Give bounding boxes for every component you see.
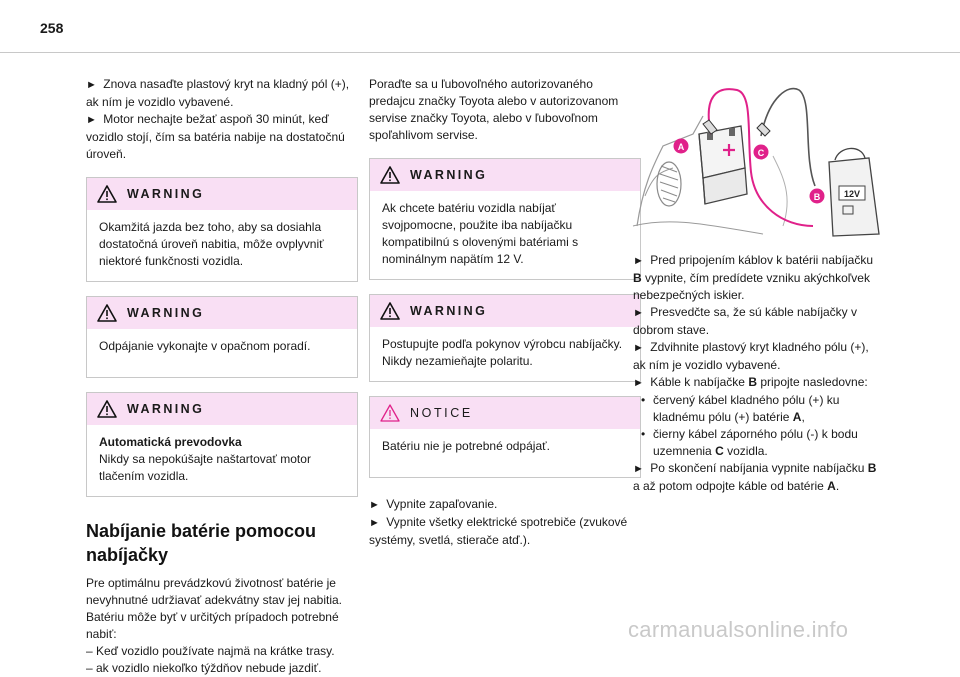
arrow-icon: ► xyxy=(633,463,644,475)
step-item: ► Presvedčte sa, že sú káble nabíjačky v dobrom stave. xyxy=(633,305,858,337)
step-item: ► Po skončení nabíjania vypnite nabíjačku B a až potom odpojte káble od batérie A. xyxy=(633,461,877,493)
notice-header xyxy=(370,397,640,429)
warning-box xyxy=(369,294,641,382)
warning-text: Postupujte podľa pokynov výrobcu nabíjačky. Nikdy nezamieňajte polaritu. xyxy=(382,337,623,368)
arrow-icon: ► xyxy=(369,499,380,511)
notice-text: Batériu nie je potrebné odpájať. xyxy=(382,439,550,453)
warning-header xyxy=(370,159,640,191)
arrow-icon: ► xyxy=(369,517,380,529)
list-item: – ak vozidlo niekoľko týždňov nebude jazdiť. xyxy=(86,661,322,675)
arrow-icon: ► xyxy=(633,377,644,389)
warning-box xyxy=(86,177,358,282)
warning-header xyxy=(87,297,357,329)
warning-triangle-icon xyxy=(97,400,117,418)
warning-box xyxy=(86,392,358,497)
warning-title: WARNING xyxy=(410,168,488,182)
arrow-icon: ► xyxy=(633,255,644,267)
label-c: C xyxy=(757,148,765,158)
page-number: 258 xyxy=(40,20,64,36)
column-2 xyxy=(369,76,641,549)
warning-triangle-icon xyxy=(380,302,400,320)
notice-box xyxy=(369,396,641,478)
warning-text: Odpájanie vykonajte v opačnom poradí. xyxy=(99,339,311,353)
warning-header xyxy=(87,178,357,210)
warning-header xyxy=(87,393,357,425)
warning-body xyxy=(87,425,357,496)
charging-steps xyxy=(633,252,883,495)
list-item: • čierny kábel záporného pólu (-) k bodu uzemnenia C vozidla. xyxy=(641,426,883,460)
step-item: ► Motor nechajte bežať aspoň 30 minút, keď vozidlo stojí, čím sa batéria nabije na dostatočnú úroveň. xyxy=(86,112,345,161)
warning-triangle-icon xyxy=(380,166,400,184)
warning-text: Nikdy sa nepokúšajte naštartovať motor tlačením vozidla. xyxy=(99,452,311,483)
header-divider xyxy=(0,52,960,53)
step-item: ► Káble k nabíjačke B pripojte nasledovne: xyxy=(633,375,868,389)
warning-triangle-icon xyxy=(97,185,117,203)
arrow-icon: ► xyxy=(633,307,644,319)
label-a: A xyxy=(677,142,685,152)
warning-box xyxy=(86,296,358,378)
label-b: B xyxy=(813,192,821,202)
arrow-icon: ► xyxy=(633,342,644,354)
arrow-icon: ► xyxy=(86,114,97,126)
warning-title: WARNING xyxy=(127,402,205,416)
warning-title: WARNING xyxy=(410,304,488,318)
warning-text: Okamžitá jazda bez toho, aby sa dosiahla dostatočná úroveň nabitia, môže ovplyvniť niektoré funkčnosti vozidla. xyxy=(99,220,324,268)
intro-text: Poraďte sa u ľubovoľného autorizovaného predajcu značky Toyota alebo v autorizovanom servise značky Toyota, alebo v ľubovoľnom spoľahlivom servise. xyxy=(369,77,619,142)
warning-triangle-icon xyxy=(97,304,117,322)
notice-title: NOTICE xyxy=(410,406,473,420)
warning-title: WARNING xyxy=(127,306,205,320)
step-item: ► Vypnite všetky elektrické spotrebiče (zvukové systémy, svetlá, stierače atď.). xyxy=(369,515,628,547)
connection-list xyxy=(633,392,883,460)
warning-subtitle: Automatická prevodovka xyxy=(99,435,242,449)
notice-triangle-icon xyxy=(380,404,400,422)
warning-header xyxy=(370,295,640,327)
watermark: carmanualsonline.info xyxy=(628,617,849,642)
warning-text: Ak chcete batériu vozidla nabíjať svojpomocne, použite iba nabíjačku kompatibilnú s olovenými batériami s nominálnym napätím 12 V. xyxy=(382,201,579,266)
warning-title: WARNING xyxy=(127,187,205,201)
step-item: ► Vypnite zapaľovanie. xyxy=(369,497,498,511)
list-item: – Keď vozidlo používate najmä na krátke trasy. xyxy=(86,644,335,658)
steps xyxy=(369,496,641,549)
charger-voltage-label: 12V xyxy=(843,189,861,199)
list-item: • červený kábel kladného pólu (+) ku kladnému pólu (+) batérie A, xyxy=(641,392,883,426)
battery-charger-illustration xyxy=(633,76,883,236)
column-3 xyxy=(633,76,883,495)
intro-steps xyxy=(86,76,358,163)
step-item: ► Pred pripojením káblov k batérii nabíjačku B vypnite, čím predídete vzniku akýchkoľvek nebezpečných iskier. xyxy=(633,253,874,302)
warning-box xyxy=(369,158,641,280)
column-1 xyxy=(86,76,358,677)
step-item: ► Znova nasaďte plastový kryt na kladný pól (+), ak ním je vozidlo vybavené. xyxy=(86,77,350,109)
section-title: Nabíjanie batérie pomocou nabíjačky xyxy=(86,521,317,565)
section-text: Pre optimálnu prevádzkovú životnosť batérie je nevyhnutné udržiavať adekvátny stav jej nabitia. Batériu môže byť v určitých prípadoch potrebné nabiť: – Keď vozidlo používate najmä na krátke trasy. – ak vozidlo niekoľko týždňov nebude jazdiť. xyxy=(86,575,358,677)
step-item: ► Zdvihnite plastový kryt kladného pólu (+), ak ním je vozidlo vybavené. xyxy=(633,340,869,372)
arrow-icon: ► xyxy=(86,79,97,91)
